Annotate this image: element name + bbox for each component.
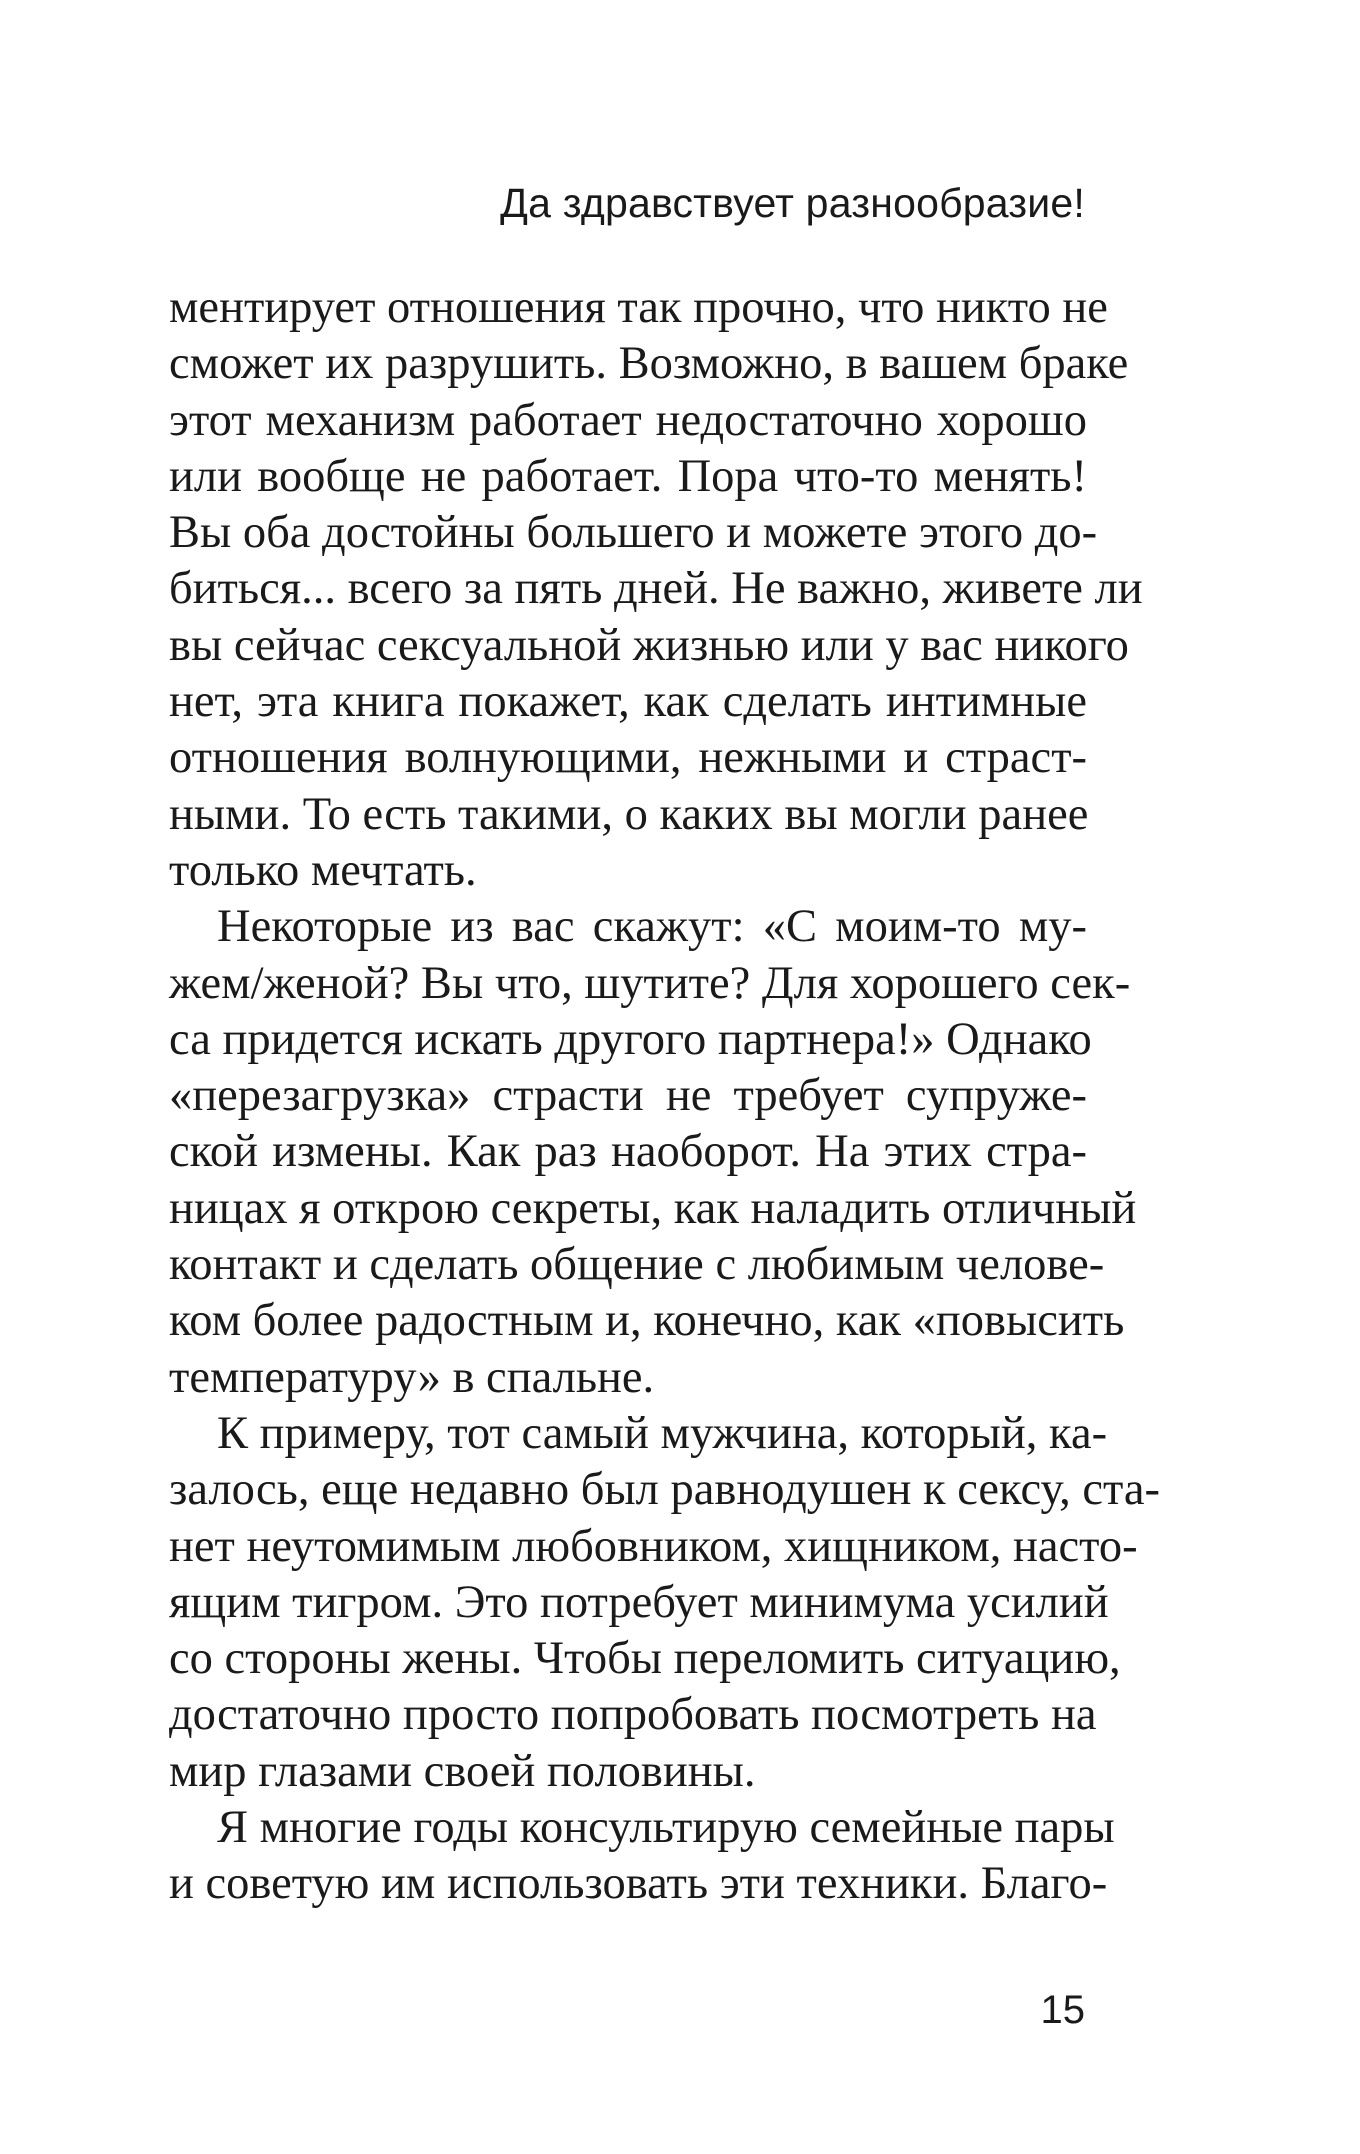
text-line: вы сейчас сексуальной жизнью или у вас никого: [169, 619, 1129, 671]
text-line: са придется искать другого партнера!» Однако: [169, 1013, 1092, 1065]
text-line: «перезагрузка» страсти не требует супруже-: [169, 1070, 1087, 1122]
text-line: температуру» в спальне.: [169, 1351, 655, 1403]
paragraph-4: [169, 1800, 1115, 1913]
text-line: ментирует отношения так прочно, что никто не: [169, 282, 1108, 333]
text-line: ской измены. Как раз наоборот. На этих стра-: [169, 1126, 1087, 1178]
text-line: Я многие годы консультирую семейные пары: [217, 1802, 1115, 1854]
text-line: Некоторые из вас скажут: «С моим-то му-: [217, 901, 1087, 953]
text-line: этот механизм работает недостаточно хорошо: [169, 394, 1087, 446]
text-line: жем/женой? Вы что, шутите? Для хорошего сек-: [169, 957, 1131, 1009]
text-line: и советую им использовать эти техники. Благо-: [169, 1858, 1108, 1910]
text-line: контакт и сделать общение с любимым челове-: [169, 1239, 1105, 1291]
text-line: сможет их разрушить. Возможно, в вашем браке: [169, 338, 1129, 390]
text-line: нет неутомимым любовником, хищником, насто-: [169, 1520, 1138, 1572]
paragraph-2: [169, 899, 1137, 1406]
text-line: биться... всего за пять дней. Не важно, живете ли: [169, 563, 1143, 615]
text-line: мир глазами своей половины.: [169, 1745, 756, 1797]
text-line: нет, эта книга покажет, как сделать интимные: [169, 676, 1087, 728]
text-line: ницах я открою секреты, как наладить отличный: [169, 1182, 1137, 1234]
paragraph-3: [169, 1406, 1161, 1800]
text-line: или вообще не работает. Пора что-то менять!: [169, 450, 1087, 502]
body-text: [169, 280, 1161, 1913]
running-header: Да здравствует разнообразие!: [500, 180, 1085, 226]
text-line: ящим тигром. Это потребует минимума усилий: [169, 1576, 1109, 1628]
text-line: ком более радостным и, конечно, как «повысить: [169, 1295, 1125, 1347]
text-line: залось, еще недавно был равнодушен к сексу, ста-: [169, 1464, 1161, 1516]
text-line: ными. То есть такими, о каких вы могли ранее: [169, 788, 1089, 840]
text-line: К примеру, тот самый мужчина, который, ка-: [217, 1407, 1108, 1459]
text-line: отношения волнующими, нежными и страст-: [169, 732, 1087, 784]
text-line: со стороны жены. Чтобы переломить ситуацию,: [169, 1633, 1121, 1685]
paragraph-1: [169, 280, 1143, 899]
page-number: 15: [1040, 1988, 1085, 2032]
text-line: достаточно просто попробовать посмотреть на: [169, 1689, 1097, 1741]
text-line: Вы оба достойны большего и можете этого до-: [169, 507, 1098, 559]
text-line: только мечтать.: [169, 844, 477, 896]
